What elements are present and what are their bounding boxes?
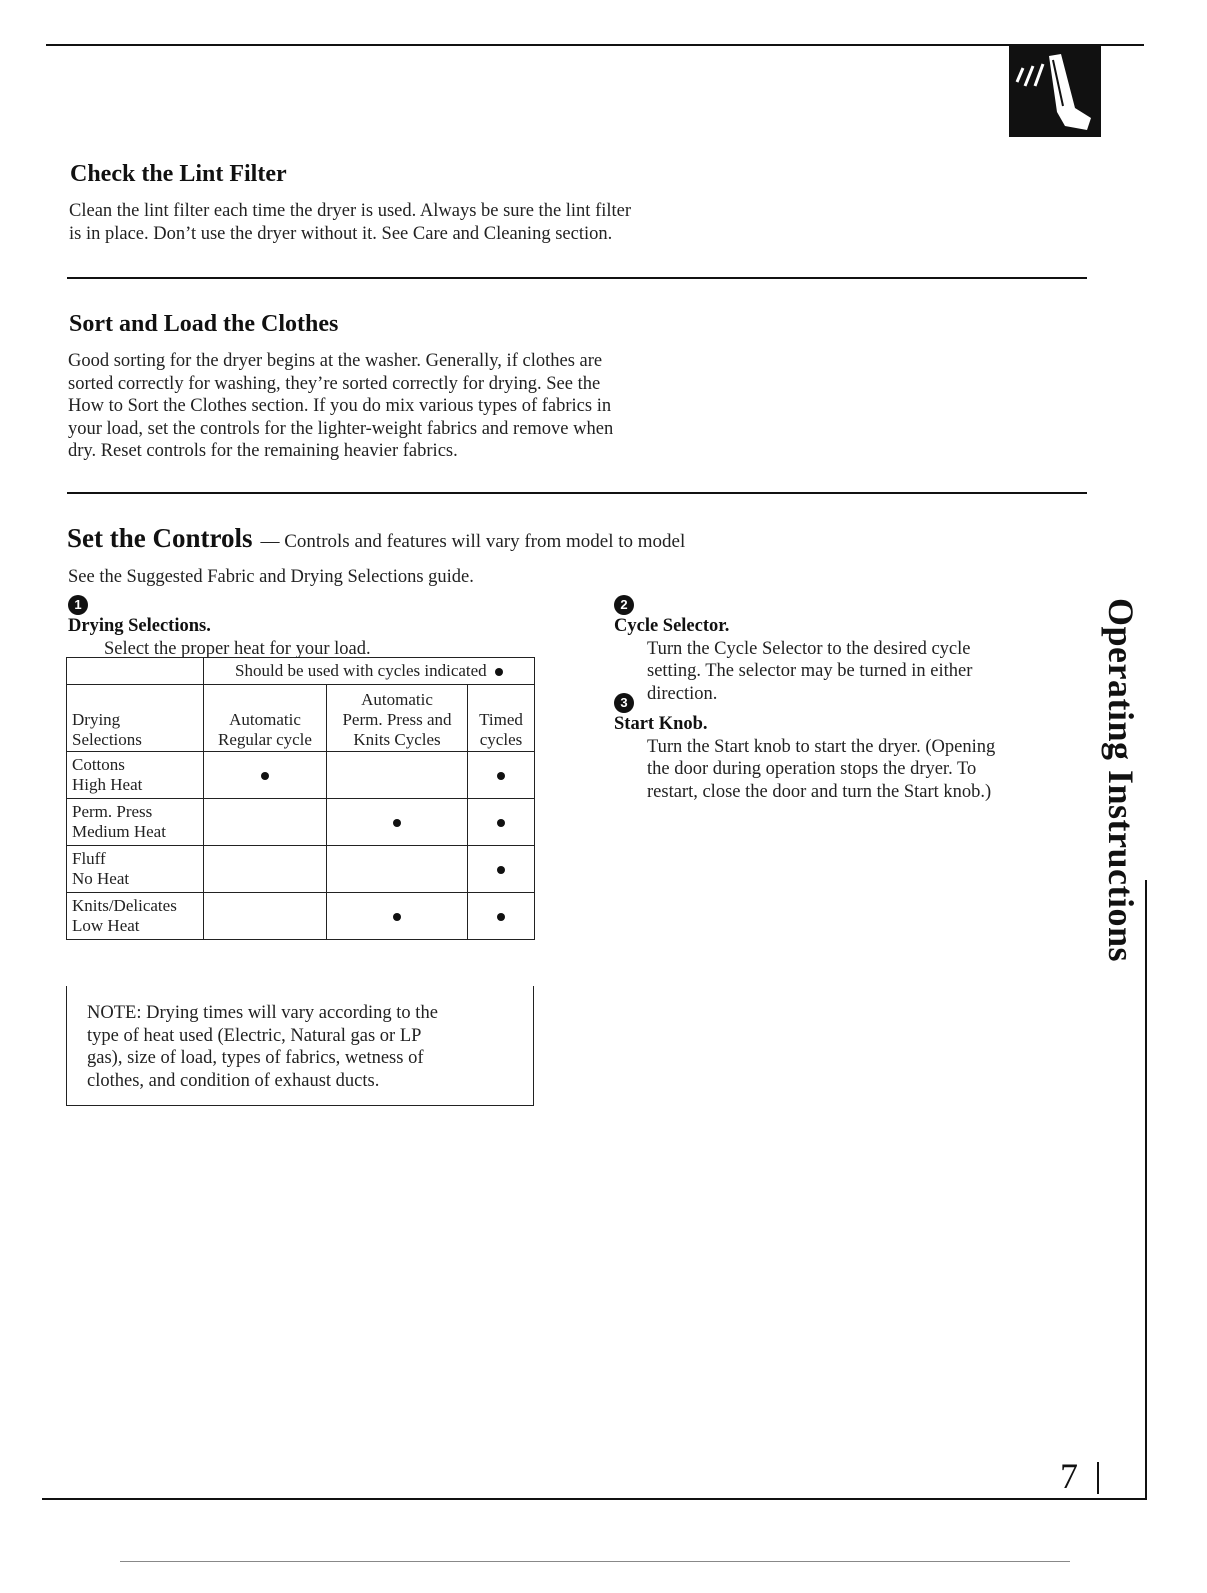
table-row — [67, 685, 535, 752]
drying-selections-title-row — [68, 595, 371, 638]
top-rule — [46, 44, 1144, 46]
table-text: Knits Cycles — [353, 730, 441, 749]
text-line: the door during operation stops the dryer. To — [647, 759, 977, 779]
table-text: Fluff — [72, 849, 106, 868]
page-number: 7 — [1060, 1456, 1078, 1496]
table-mark-cell — [468, 846, 535, 893]
table-column-header — [468, 685, 535, 752]
table-mark-cell — [468, 893, 535, 940]
step-number-badge: 1 — [68, 595, 88, 615]
table-mark-cell — [468, 799, 535, 846]
controls-subtitle: — Controls and features will vary from model to model — [260, 531, 686, 552]
table-mark-cell — [204, 846, 327, 893]
text-line: your load, set the controls for the lighter-weight fabrics and remove when — [68, 418, 614, 439]
table-row-label — [67, 893, 204, 940]
text-line: sorted correctly for washing, they’re sorted correctly for drying. See the — [68, 373, 601, 394]
drying-selections-table — [66, 657, 535, 940]
table-header-text: Should be used with cycles indicated — [235, 661, 487, 680]
table-text: Drying — [72, 710, 121, 729]
indicator-dot — [497, 819, 505, 827]
text-line: clothes, and condition of exhaust ducts. — [87, 1070, 380, 1091]
table-text: Timed — [479, 710, 523, 729]
indicator-dot — [495, 668, 503, 676]
table-row — [67, 752, 535, 799]
cycle-selector-title-row — [614, 595, 972, 638]
sort-paragraph — [68, 350, 613, 463]
text-line: type of heat used (Electric, Natural gas or LP — [87, 1025, 422, 1046]
indicator-dot — [497, 866, 505, 874]
drying-selections-title: Drying Selections. — [68, 616, 211, 636]
table-text: Selections — [72, 730, 142, 749]
note-text — [87, 1002, 438, 1092]
table-mark-cell — [204, 893, 327, 940]
text-line: How to Sort the Clothes section. If you do mix various types of fabrics in — [68, 396, 612, 416]
lint-paragraph — [69, 200, 631, 245]
text-line: is in place. Don’t use the dryer without it. See Care and Cleaning section. — [69, 223, 613, 244]
table-text: Regular cycle — [218, 730, 312, 749]
table-row — [67, 799, 535, 846]
controls-heading: Set the Controls — [67, 523, 253, 553]
drying-selections-text: Select the proper heat for your load. — [104, 638, 371, 659]
side-section-title: Operating Instructions — [1101, 598, 1141, 963]
lint-heading: Check the Lint Filter — [70, 161, 287, 187]
table-text: Low Heat — [72, 916, 140, 935]
start-knob-title-row — [614, 693, 995, 736]
table-text: Perm. Press — [72, 802, 153, 821]
table-mark-cell — [468, 752, 535, 799]
text-line: NOTE: Drying times will vary according to the — [87, 1003, 438, 1023]
table-text: Cottons — [72, 755, 125, 774]
indicator-dot — [393, 913, 401, 921]
table-header-cell — [204, 658, 535, 685]
table-row-label — [67, 846, 204, 893]
table-row-header-cell — [67, 685, 204, 752]
table-mark-cell — [327, 846, 468, 893]
table-row — [67, 846, 535, 893]
page-number-tick — [1097, 1462, 1099, 1494]
text-line: setting. The selector may be turned in either — [647, 661, 973, 681]
indicator-dot — [497, 913, 505, 921]
section-divider — [67, 277, 1087, 279]
cycle-selector-title: Cycle Selector. — [614, 616, 730, 636]
table-text: Automatic — [361, 690, 433, 709]
table-mark-cell — [327, 799, 468, 846]
table-column-header — [204, 685, 327, 752]
step-number-badge: 2 — [614, 595, 634, 615]
table-mark-cell — [327, 893, 468, 940]
table-column-header — [327, 685, 468, 752]
table-mark-cell — [204, 799, 327, 846]
indicator-dot — [261, 772, 269, 780]
table-text: High Heat — [72, 775, 143, 794]
right-edge-rule — [1145, 880, 1147, 1500]
table-row-label — [67, 799, 204, 846]
text-line: direction. — [647, 683, 718, 704]
table-cell — [67, 658, 204, 685]
table-text: Automatic — [229, 710, 301, 729]
table-text: Knits/Delicates — [72, 896, 177, 915]
table-mark-cell — [327, 752, 468, 799]
step-number-badge: 3 — [614, 693, 634, 713]
controls-intro: See the Suggested Fabric and Drying Selections guide. — [68, 567, 474, 587]
table-row — [67, 893, 535, 940]
table-row-label — [67, 752, 204, 799]
table-text: Perm. Press and — [342, 710, 452, 729]
table-text: Medium Heat — [72, 822, 166, 841]
bottom-rule — [42, 1498, 1147, 1500]
sort-heading: Sort and Load the Clothes — [69, 311, 339, 337]
section-divider — [67, 492, 1087, 494]
text-line: Good sorting for the dryer begins at the washer. Generally, if clothes are — [68, 351, 603, 371]
table-text: No Heat — [72, 869, 130, 888]
text-line: Turn the Start knob to start the dryer. (Opening — [647, 736, 996, 757]
text-line: dry. Reset controls for the remaining heavier fabrics. — [68, 441, 458, 461]
cycle-selector-item — [614, 595, 972, 705]
table-row — [67, 658, 535, 685]
start-knob-item — [614, 693, 995, 803]
footer-rule — [120, 1561, 1070, 1562]
table-text: cycles — [479, 730, 523, 749]
text-line: gas), size of load, types of fabrics, wetness of — [87, 1048, 424, 1068]
indicator-dot — [497, 772, 505, 780]
text-line: Turn the Cycle Selector to the desired cycle — [647, 638, 971, 659]
indicator-dot — [393, 819, 401, 827]
table-mark-cell — [204, 752, 327, 799]
start-knob-title: Start Knob. — [614, 714, 708, 734]
drying-selections-item — [68, 595, 371, 660]
controls-heading-row — [67, 523, 685, 554]
hand-turning-knob-icon — [1009, 46, 1101, 137]
text-line: Clean the lint filter each time the dryer is used. Always be sure the lint filter — [69, 201, 632, 221]
text-line: restart, close the door and turn the Start knob.) — [647, 781, 992, 802]
note-box — [66, 986, 534, 1106]
